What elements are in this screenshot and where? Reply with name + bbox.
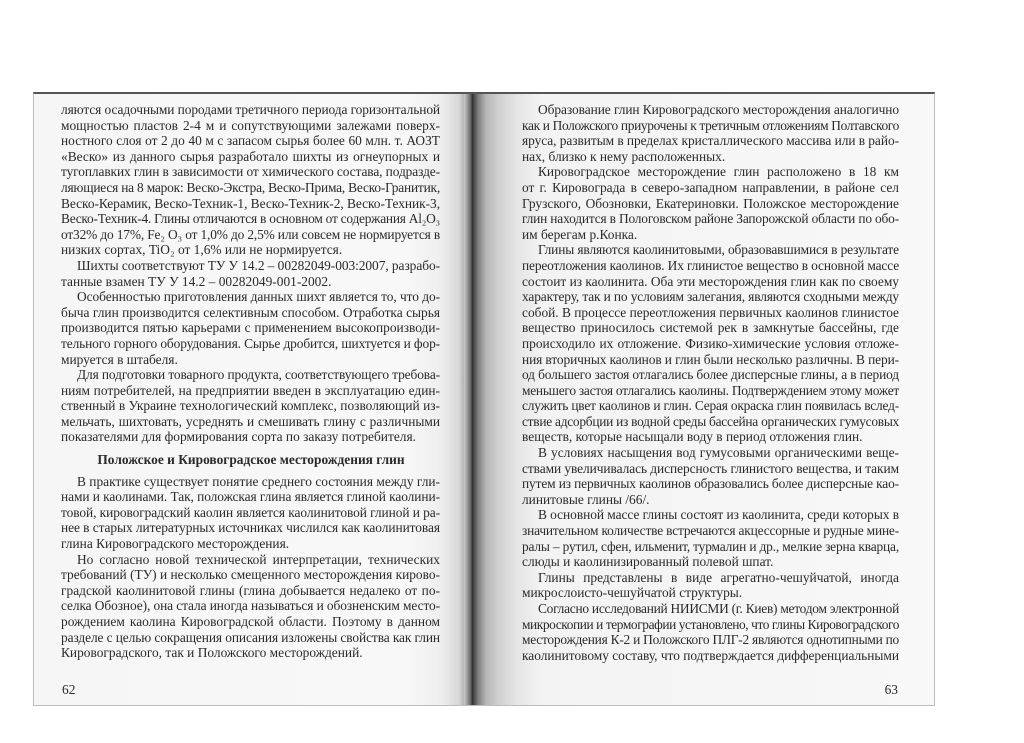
text-line: от32% до 17%, Fe₂ O₃ от 1,0% до 2,5% или совсем не нормируется в	[61, 226, 440, 242]
scanned-book-spread	[33, 92, 935, 706]
text-line: значительном количестве встречаются акцессорные и рудные мине-	[522, 523, 899, 539]
text-line: Для подготовки товарного продукта, соответствующего требова-	[77, 367, 440, 383]
text-line: нее в старых литературных источниках числился как каолинитовая	[61, 520, 440, 536]
text-line: ствами увеличивалась дисперсность глинистого вещества, и таким	[522, 460, 899, 476]
text-line: им берегам р.Конка.	[522, 226, 638, 242]
text-line: Грузского, Обозновки, Екатериновки. Положское месторождение	[522, 195, 899, 211]
text-line: линитовые глины /66/.	[522, 491, 650, 507]
text-line: нами и каолинами. Так, положская глина является глиной каолини-	[61, 489, 440, 505]
text-line: микрослоисто-чешуйчатой структуры.	[522, 585, 743, 601]
text-line: В практике существует понятие среднего состояния между гли-	[77, 473, 440, 489]
text-line: «Веско» из данного сырья разработало шихты из огнеупорных и	[61, 148, 440, 164]
left-page	[34, 94, 472, 705]
page-number-left: 62	[62, 682, 76, 697]
paragraph	[61, 474, 441, 552]
text-line: рождением каолина Кировоградской области. Поэтому в данном	[61, 614, 440, 629]
text-line: Веско-Техник-4. Глины отличаются в основном от содержания Al₂O₃	[61, 211, 440, 227]
paragraph	[61, 367, 441, 445]
text-line: путем из первичных каолинов образовались более дисперсные као-	[522, 476, 899, 492]
text-line: быча глин производится селективным способом. Отработка сырья	[61, 304, 440, 320]
text-line: мощностью пластов 2-4 м и сопутствующими залежами поверх-	[61, 117, 440, 133]
text-line: ниям потребителей, на предприятии введен в эксплуатацию един-	[61, 382, 440, 398]
paragraph	[61, 258, 441, 289]
text-line: товой, кировоградский каолин является каолинитовой глиной и ра-	[61, 504, 440, 520]
text-line: происходило их отложение. Физико-химические условия отложе-	[522, 335, 899, 351]
paragraph	[522, 507, 900, 569]
text-line: Кировоградского, так и Положского месторождений.	[61, 645, 363, 661]
paragraph	[61, 102, 441, 258]
text-line: месторождения К-2 и Положского ПЛГ-2 являются однотипными по	[522, 632, 899, 648]
text-line: разделе с целью сокращения описания изложены свойства как глин	[61, 629, 440, 645]
text-line: служить цвет каолинов и глин. Серая окраска глин появилась вслед-	[522, 398, 899, 414]
text-line: характеру, так и по условиям залегания, являются сходными между	[522, 289, 899, 305]
paragraph	[522, 242, 900, 445]
text-line: градской каолинитовой глины (глина добывается недалеко от по-	[61, 582, 440, 598]
text-line: глина Кировоградского месторождения.	[61, 536, 290, 552]
text-line: ралы – рутил, сфен, ильменит, турмалин и др., мелкие зерна кварца,	[522, 538, 899, 554]
text-line: Кировоградское месторождение глин расположено в 18 км	[538, 164, 899, 180]
text-line: мельчать, шихтовать, усреднять и смешивать глину с различными	[61, 413, 440, 429]
page-number-right: 63	[884, 682, 898, 697]
text-line: яруса, развитым в пределах кристаллического массива или в райо-	[522, 133, 899, 149]
text-line: ляющиеся на 8 марок: Веско-Экстра, Веско-Прима, Веско-Гранитик,	[61, 179, 440, 195]
paragraph	[61, 289, 441, 367]
paragraph	[522, 570, 900, 601]
text-line: требований (ТУ) и несколько смещенного месторождения кирово-	[61, 567, 440, 583]
text-line: веществ, которые насыщали воду в период отложения глин.	[522, 429, 863, 445]
right-page-text	[522, 102, 900, 663]
text-line: от г. Кировограда в северо-западном направлении, в районе сел	[522, 179, 899, 195]
text-line: тугоплавких глин в зависимости от химического состава, подразде-	[61, 164, 440, 180]
text-line: В условиях насыщения вод гумусовыми органическими веще-	[538, 445, 899, 461]
paragraph	[522, 102, 900, 164]
text-line: ственный в Украине технологический комплекс, позволяющий из-	[61, 398, 440, 414]
paragraph	[522, 445, 900, 507]
right-page	[472, 94, 934, 705]
text-line: тельного горного оборудования. Сырье дробится, шихтуется и фор-	[61, 335, 440, 351]
text-line: ния вторичных каолинов и глин были несколько различны. В пери-	[522, 351, 899, 367]
text-line: Веско-Керамик, Веско-Техник-1, Веско-Техник-2, Веско-Техник-3,	[61, 195, 440, 211]
left-page-text	[61, 102, 441, 661]
text-line: мируется в штабеля.	[61, 351, 178, 367]
text-line: переотложения каолинов. Их глинистое вещество в основной массе	[522, 257, 899, 273]
text-line: Особенностью приготовления данных шихт является то, что до-	[77, 289, 440, 305]
text-line: нах, близко к нему расположенных.	[522, 148, 726, 164]
text-line: собой. В процессе переотложения первичных каолинов глинистое	[522, 304, 899, 320]
text-line: низких сортах, TiO₂ от 1,6% или не нормируется.	[61, 242, 343, 258]
text-line: вещество приносилось системой рек в замкнутые бассейны, где	[522, 320, 899, 336]
text-line: каолинитовому составу, что подтверждается дифференциальными	[522, 647, 899, 663]
text-line: В основной массе глины состоят из каолинита, среди которых в	[538, 507, 899, 523]
text-line: ляются осадочными породами третичного периода горизонтальной	[61, 102, 440, 117]
text-line: производится пятью карьерами с применением высокопроизводи-	[61, 320, 440, 336]
text-line: Глины представлены в виде агрегатно-чешуйчатой, иногда	[538, 569, 899, 585]
text-line: ствие адсорбции из водной среды бассейна органических гумусовых	[522, 413, 899, 429]
text-line: Глины являются каолинитовыми, образовавшимися в результате	[538, 242, 899, 258]
text-line: од большего застоя отлагались более дисперсные глины, а в период	[522, 367, 899, 383]
text-line: глин находится в Пологовском районе Запорожской области по обо-	[522, 211, 899, 227]
text-line: микроскопии и термографии установлено, что глины Кировоградского	[522, 616, 899, 632]
text-line: показателями для формирования сорта по заказу потребителя.	[61, 429, 416, 445]
text-line: как и Положского приурочены к третичным отложениям Полтавского	[522, 117, 899, 133]
text-line: танные взамен ТУ У 14.2 – 00282049-001-2002.	[61, 273, 332, 289]
text-line: Согласно исследований НИИСМИ (г. Киев) методом электронной	[538, 601, 899, 616]
text-line: селка Обозное), она стала иногда называться и обозненским место-	[61, 598, 440, 614]
text-line: ностного слоя от 2 до 40 м с запасом сырья более 60 млн. т. АОЗТ	[61, 133, 440, 149]
text-line: Но согласно новой технической интерпретации, технических	[77, 551, 440, 567]
paragraph	[522, 164, 900, 242]
paragraph	[61, 552, 441, 661]
section-heading: Положское и Кировоградское месторождения глин	[97, 452, 405, 468]
text-line: Образование глин Кировоградского месторождения аналогично	[538, 102, 899, 117]
text-line: Шихты соответствуют ТУ У 14.2 – 00282049-003:2007, разрабо-	[77, 257, 440, 273]
text-line: состоит из каолинита. Оба эти месторождения глин как по своему	[522, 273, 899, 289]
text-line: слюды и каолинизированный полевой шпат.	[522, 554, 774, 570]
paragraph	[522, 601, 900, 663]
text-line: меньшего застоя отлагались каолины. Подтверждением этому может	[522, 382, 899, 398]
